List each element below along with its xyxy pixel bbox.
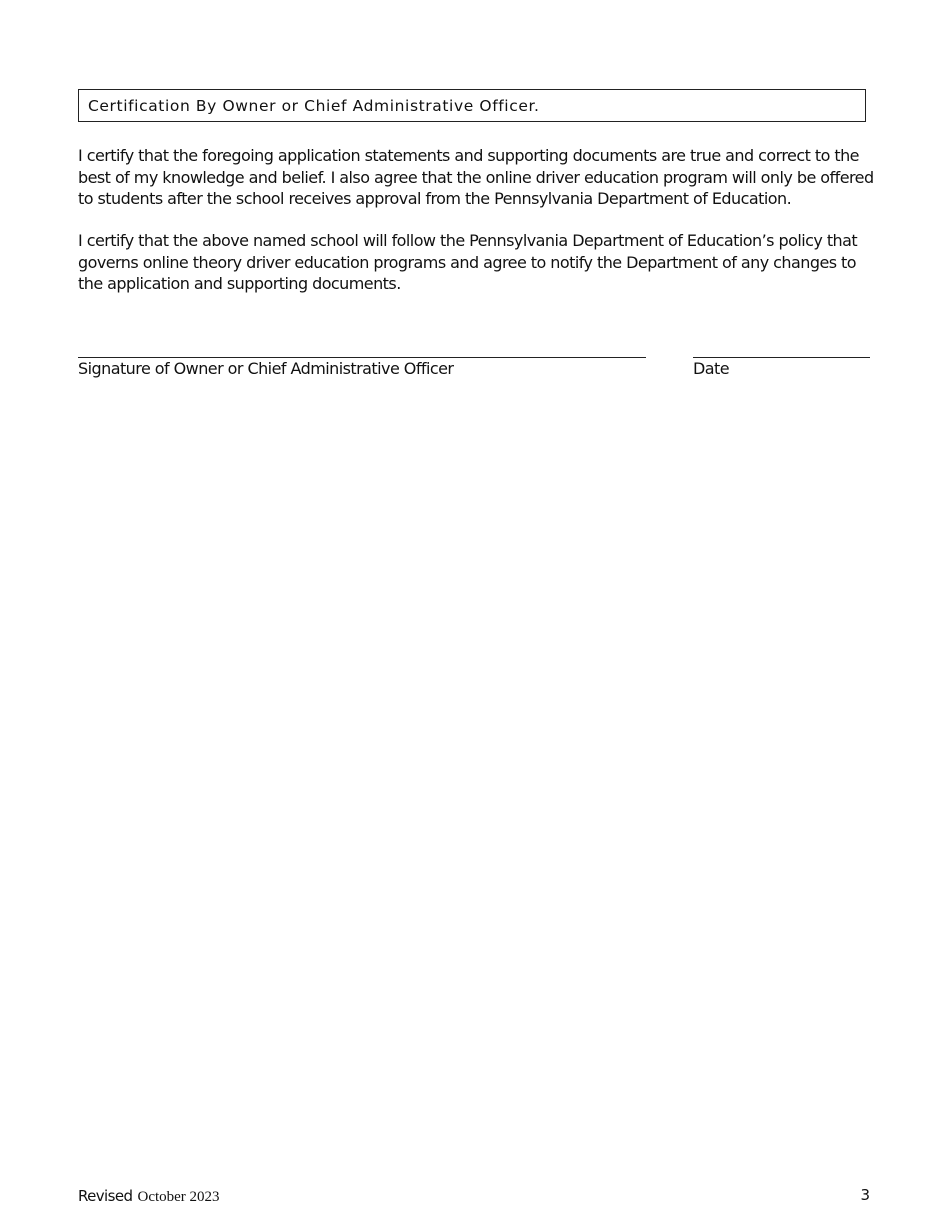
signature-label: Signature of Owner or Chief Administrative Officer — [78, 359, 454, 378]
revised-label: Revised — [78, 1187, 133, 1205]
date-line[interactable] — [693, 357, 870, 358]
paragraph-text: I certify that the above named school will follow the Pennsylvania Department of Education’s policy that governs online theory driver education programs and agree to notify the Department of any changes to the application and supporting documents. — [78, 231, 858, 293]
section-title: Certification By Owner or Chief Administrative Officer. — [88, 97, 540, 115]
revised-date: October 2023 — [137, 1189, 220, 1205]
certification-paragraph-2 — [78, 230, 878, 295]
date-label: Date — [693, 359, 730, 378]
certification-section-header — [78, 89, 866, 122]
signature-line[interactable] — [78, 357, 646, 358]
paragraph-text: I certify that the foregoing application statements and supporting documents are true and correct to the best of my knowledge and belief. I also agree that the online driver education program will only be offered to students after the school receives approval from the Pennsylvania Department of Education. — [78, 146, 874, 208]
page-number: 3 — [860, 1186, 870, 1204]
certification-paragraph-1 — [78, 145, 878, 210]
footer-revision — [78, 1186, 220, 1206]
